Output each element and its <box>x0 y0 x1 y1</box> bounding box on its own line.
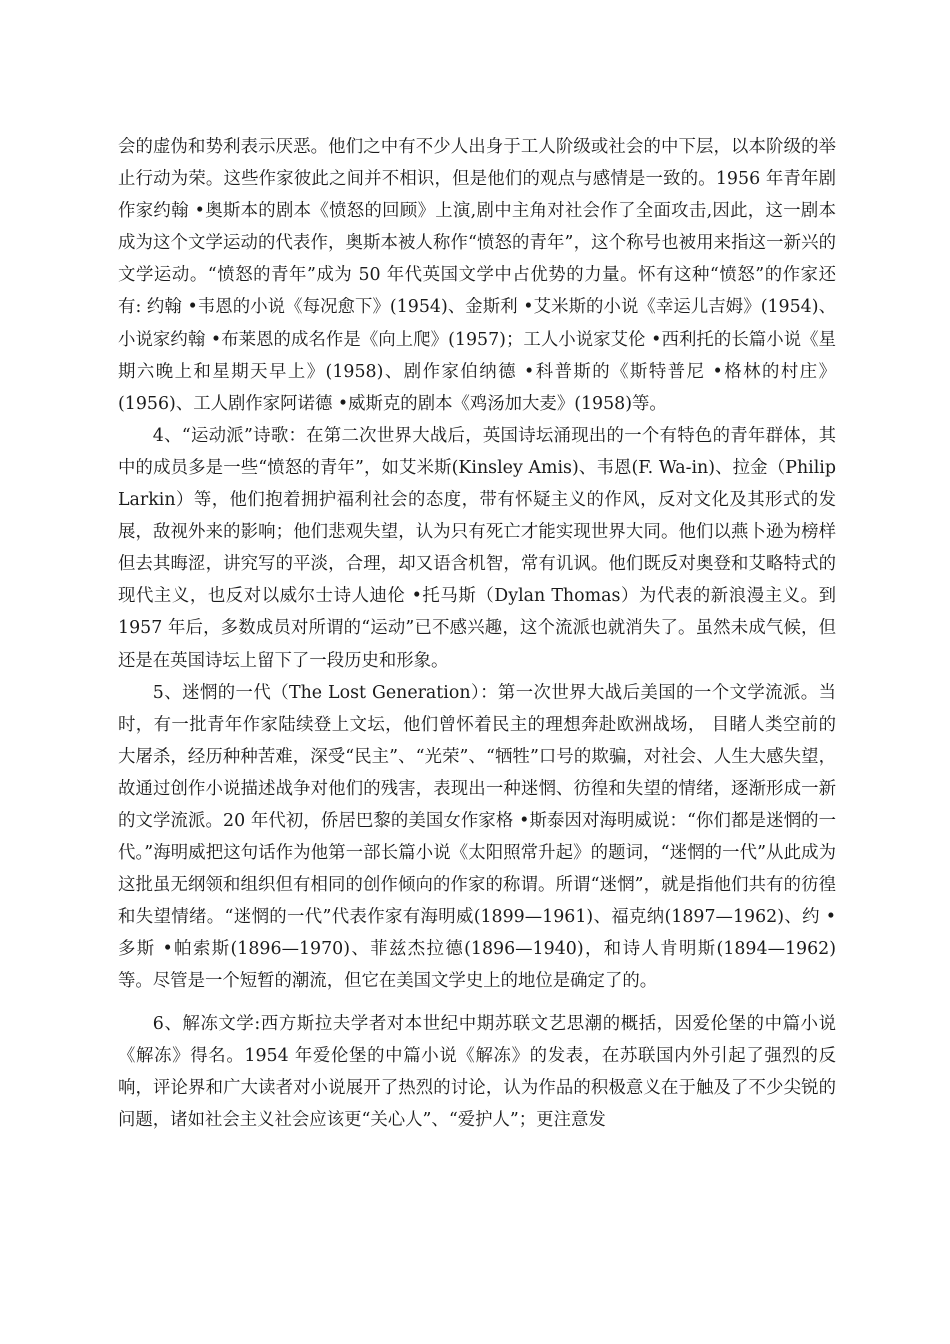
paragraph-movement-poetry: 4、“运动派”诗歌：在第二次世界大战后，英国诗坛涌现出的一个有特色的青年群体，其中的成员多是一些“愤怒的青年”，如艾米斯(Kinsley Amis)、韦恩(F. Wa-in)、拉金（Philip Larkin）等，他们抱着拥护福利社会的态度，带有怀疑主义的作风，反对文化及其形式的发展，敌视外来的影响；他们悲观失望，认为只有死亡才能实现世界大同。他们以燕卜逊为榜样但去其晦涩，讲究写的平淡，合理，却又语含机智，常有讥讽。他们既反对奥登和艾略特式的现代主义，也反对以威尔士诗人迪伦 •托马斯（Dylan Thomas）为代表的新浪漫主义。到 1957 年后，多数成员对所谓的“运动”已不感兴趣，这个流派也就消失了。虽然未成气候，但还是在英国诗坛上留下了一段历史和形象。 <box>118 425 836 671</box>
document-body <box>118 131 836 1136</box>
paragraph-thaw-literature: 6、解冻文学:西方斯拉夫学者对本世纪中期苏联文艺思潮的概括，因爱伦堡的中篇小说《解冻》得名。1954 年爱伦堡的中篇小说《解冻》的发表，在苏联国内外引起了强烈的反响，评论界和广大读者对小说展开了热烈的讨论，认为作品的积极意义在于触及了不少尖锐的问题，诸如社会主义社会应该更“关心人”、“爱护人”；更注意发 <box>118 1013 836 1130</box>
paragraph-angry-young-men-continued: 会的虚伪和势利表示厌恶。他们之中有不少人出身于工人阶级或社会的中下层，以本阶级的举止行动为荣。这些作家彼此之间并不相识，但是他们的观点与感情是一致的。1956 年青年剧作家约翰 •奥斯本的剧本《愤怒的回顾》上演,剧中主角对社会作了全面攻击,因此，这一剧本成为这个文学运动的代表作，奥斯本被人称作“愤怒的青年”，这个称号也被用来指这一新兴的文学运动。“愤怒的青年”成为 50 年代英国文学中占优势的力量。怀有这种“愤怒”的作家还有: 约翰 •韦恩的小说《每况愈下》(1954)、金斯利 •艾米斯的小说《幸运儿吉姆》(1954)、小说家约翰 •布莱恩的成名作是《向上爬》(1957)；工人小说家艾伦 •西利托的长篇小说《星期六晚上和星期天早上》(1958)、剧作家伯纳德 •科普斯的《斯特普尼 •格林的村庄》(1956)、工人剧作家阿诺德 •威斯克的剧本《鸡汤加大麦》(1958)等。 <box>118 137 836 414</box>
paragraph-lost-generation: 5、迷惘的一代（The Lost Generation）：第一次世界大战后美国的一个文学流派。当时，有一批青年作家陆续登上文坛，他们曾怀着民主的理想奔赴欧洲战场， 目睹人类空前的大屠杀，经历种种苦难，深受“民主”、“光荣”、“牺牲”口号的欺骗，对社会、人生大感失望，故通过创作小说描述战争对他们的残害，表现出一种迷惘、彷徨和失望的情绪，逐渐形成一新的文学流派。20 年代初，侨居巴黎的美国女作家格 •斯泰因对海明威说：“你们都是迷惘的一代。”海明威把这句话作为他第一部长篇小说《太阳照常升起》的题词，“迷惘的一代”从此成为这批虽无纲领和组织但有相同的创作倾向的作家的称谓。所谓“迷惘”，就是指他们共有的彷徨和失望情绪。“迷惘的一代”代表作家有海明威(1899—1961)、福克纳(1897—1962)、约 •多斯 •帕索斯(1896—1970)、菲兹杰拉德(1896—1940)，和诗人肯明斯(1894—1962)等。尽管是一个短暂的潮流，但它在美国文学史上的地位是确定了的。 <box>118 682 836 992</box>
